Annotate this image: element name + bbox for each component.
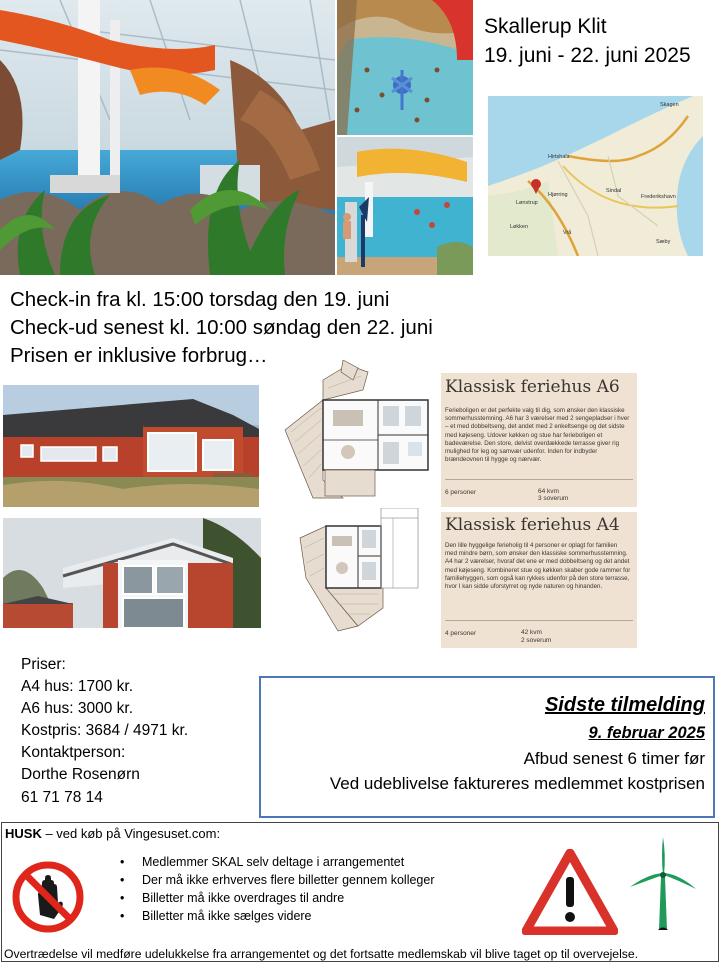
checkout-text: Check-ud senest kl. 10:00 søndag den 22. juni — [10, 316, 433, 339]
price-kost: Kostpris: 3684 / 4971 kr. — [21, 722, 189, 739]
floorplan-a6 — [283, 360, 433, 500]
house-card-a4 — [441, 512, 637, 648]
stop-hand-icon — [12, 861, 84, 933]
house-card-a6-rooms: 3 soverum — [538, 495, 569, 502]
contact-name: Dorthe Rosenørn — [21, 766, 140, 783]
map-label-vra: Vrå — [563, 230, 572, 236]
map-label-frederikshavn: Frederikshavn — [641, 194, 676, 200]
house-card-a6-title: Klassisk feriehus A6 — [445, 377, 620, 397]
house-a6-photo — [3, 385, 259, 507]
waterpark-indoor-photo — [337, 137, 473, 275]
prices-heading: Priser: — [21, 656, 66, 673]
contact-heading: Kontaktperson: — [21, 744, 126, 761]
husk-rule-item: • Billetter må ikke overdrages til andre — [120, 891, 345, 905]
waterpark-main-photo — [0, 0, 335, 275]
price-a4: A4 hus: 1700 kr. — [21, 678, 134, 695]
house-card-a4-title: Klassisk feriehus A4 — [445, 515, 620, 535]
waterpark-top-photo — [337, 0, 473, 135]
contact-phone: 61 71 78 14 — [21, 789, 103, 806]
floorplan-a4 — [298, 508, 420, 633]
wind-turbine-icon — [628, 835, 698, 935]
house-card-a6-description: Ferieboligen er det perfekte valg til dig, som ønsker den klassiske sommerhusstemning. A6 har 3 værelser med 2 sengepladser i hver – et med dobbeltseng, det andet med 2 enkeltsenge og det sidste med køjeseng. Udover køkken og stue har ferieboligen et badeværelse. Den store, delvist overdækkede terrasse giver rig mulighed for leg og samvær udenfor. Inden for indbyder brændeovnen til hygge og nærvær. — [445, 407, 630, 464]
warning-triangle-icon — [522, 849, 618, 935]
map-label-sindal: Sindal — [606, 188, 622, 194]
registration-heading: Sidste tilmelding — [544, 694, 705, 716]
husk-title-rest: – ved køb på Vingesuset.com: — [41, 826, 221, 841]
house-card-a6-divider — [445, 479, 633, 480]
bullet-icon: • — [120, 891, 125, 905]
bullet-icon: • — [120, 855, 125, 869]
inclusive-text: Prisen er inklusive forbrug… — [10, 344, 268, 367]
house-card-a4-description: Den lille hyggelige ferieholig til 4 personer er oplagt for familien med mindre børn, som ønsker den klassiske sommerhusstemning. A4 har 2 værelser, hvoraf det ene er med dobbeltseng og det andet med køjeseng. Kombineret stue og køkken skaber gode rammer for familiehyggen, som også kan rykkes udenfor på den store terrasse, hvor I kan sidde uforstyrret og nyde naturen og hinanden. — [445, 542, 631, 591]
house-card-a6 — [441, 373, 637, 507]
event-title: Skallerup Klit — [484, 15, 607, 38]
husk-box — [1, 822, 719, 962]
bullet-icon: • — [120, 909, 125, 923]
house-card-a4-size: 42 kvm — [521, 629, 542, 636]
region-map — [488, 96, 703, 256]
husk-rules-list — [120, 853, 435, 925]
no-show-notice: Ved udeblivelse faktureres medlemmet kostprisen — [329, 774, 705, 793]
price-a6: A6 hus: 3000 kr. — [21, 700, 134, 717]
registration-box — [259, 676, 715, 818]
husk-rule-item: • Medlemmer SKAL selv deltage i arrangementet — [120, 855, 405, 869]
house-a4-photo — [3, 518, 261, 628]
map-label-skagen: Skagen — [660, 102, 679, 108]
house-card-a6-size: 64 kvm — [538, 488, 559, 495]
cancellation-notice: Afbud senest 6 timer før — [523, 749, 705, 768]
house-card-a4-persons: 4 personer — [445, 630, 477, 637]
registration-deadline: 9. februar 2025 — [588, 724, 705, 742]
husk-rule-item: • Der må ikke erhverves flere billetter gennem kolleger — [120, 873, 435, 887]
house-card-a4-divider — [445, 620, 633, 621]
map-label-lonstrup: Lønstrup — [516, 200, 538, 206]
bullet-icon: • — [120, 873, 125, 887]
map-label-lokken: Løkken — [510, 224, 529, 230]
map-label-saeby: Sæby — [656, 239, 671, 245]
map-label-hirtshals: Hirtshals — [548, 154, 570, 160]
checkin-text: Check-in fra kl. 15:00 torsdag den 19. juni — [10, 288, 390, 311]
house-card-a4-rooms: 2 soverum — [521, 637, 552, 644]
husk-rule-item: • Billetter må ikke sælges videre — [120, 909, 312, 923]
husk-footer: Overtrædelse vil medføre udelukkelse fra arrangementet og det fortsatte medlemskab vil blive taget op til overvejelse. — [4, 947, 639, 961]
house-card-a6-persons: 6 personer — [445, 489, 477, 496]
map-label-hjorring: Hjørring — [548, 192, 568, 198]
husk-title — [5, 826, 220, 841]
event-dates: 19. juni - 22. juni 2025 — [484, 44, 691, 67]
husk-title-bold: HUSK — [5, 826, 42, 841]
